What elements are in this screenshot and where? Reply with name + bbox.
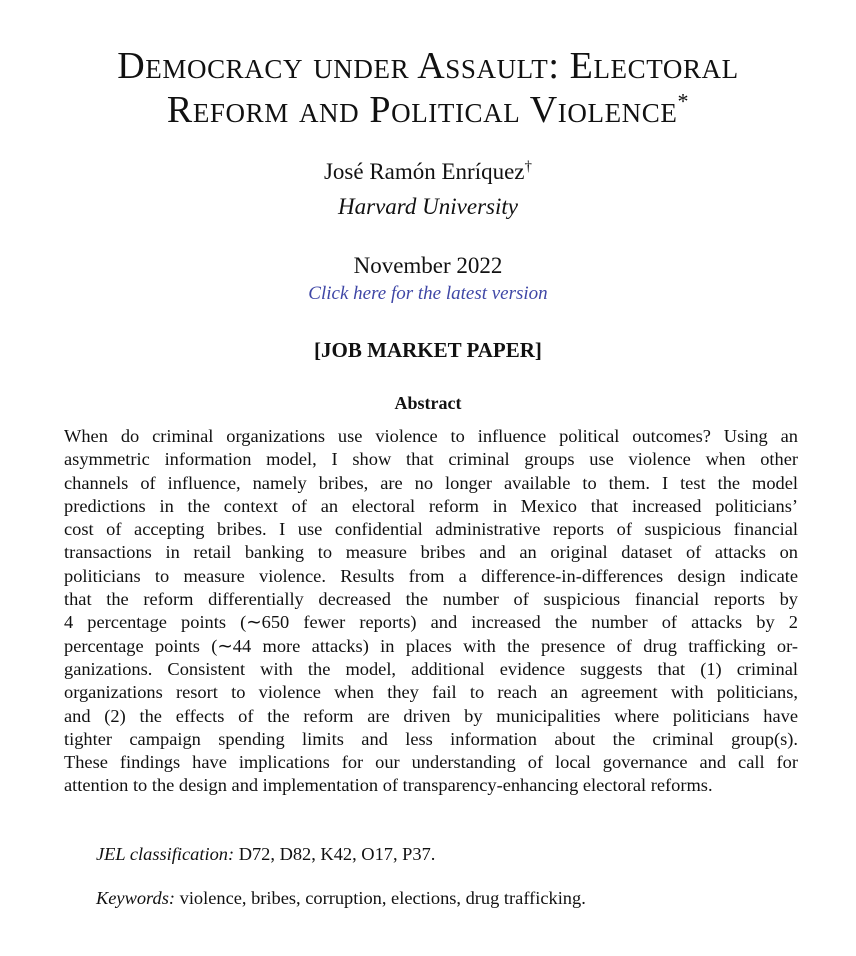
abstract-line: ganizations. Consistent with the model, additional evidence suggests that (1) criminal bbox=[64, 658, 798, 679]
abstract-line: attention to the design and implementation of transparency-enhancing electoral reforms. bbox=[64, 775, 713, 796]
paper-type-label: [JOB MARKET PAPER] bbox=[314, 338, 542, 362]
keywords bbox=[96, 886, 586, 910]
paper-title-line-2 bbox=[0, 88, 856, 132]
keywords-value: violence, bribes, corruption, elections, drug trafficking. bbox=[179, 888, 586, 908]
abstract-line: that the reform differentially decreased the number of suspicious financial reports by bbox=[64, 589, 798, 610]
paper-title bbox=[0, 44, 856, 132]
abstract-line: cost of accepting bribes. I use confidential administrative reports of suspicious financial bbox=[64, 519, 798, 540]
latest-version-link[interactable]: Click here for the latest version bbox=[308, 283, 548, 304]
paper-title-line-2-text: Reform and Political Violence bbox=[166, 89, 678, 131]
author-footnote-mark: † bbox=[524, 158, 533, 175]
paper-title-line-1: Democracy under Assault: Electoral bbox=[117, 45, 739, 87]
paper-date: November 2022 bbox=[353, 253, 503, 278]
keywords-label: Keywords: bbox=[96, 888, 176, 908]
author-affiliation: Harvard University bbox=[338, 194, 518, 219]
abstract-line: asymmetric information model, I show that criminal groups use violence when other bbox=[64, 449, 798, 470]
abstract-line: predictions in the context of an electoral reform in Mexico that increased politicians’ bbox=[64, 495, 798, 516]
abstract-heading: Abstract bbox=[394, 393, 462, 413]
author-name bbox=[0, 158, 856, 186]
title-footnote-mark: * bbox=[677, 88, 690, 114]
abstract-line: and (2) the effects of the reform are driven by municipalities where politicians have bbox=[64, 705, 798, 726]
abstract-line: channels of influence, namely bribes, are no longer available to them. I test the model bbox=[64, 472, 798, 493]
author-name-text: José Ramón Enríquez bbox=[323, 159, 525, 184]
abstract-line: transactions in retail banking to measure bribes and an original dataset of attacks on bbox=[64, 542, 798, 563]
abstract-line: 4 percentage points (∼650 fewer reports) and increased the number of attacks by 2 bbox=[64, 612, 798, 633]
abstract-line: When do criminal organizations use violence to influence political outcomes? Using an bbox=[64, 426, 798, 446]
jel-label: JEL classification: bbox=[96, 844, 235, 864]
abstract-line: politicians to measure violence. Results from a difference-in-differences design indicate bbox=[64, 565, 798, 586]
abstract-body bbox=[64, 425, 798, 798]
jel-value: D72, D82, K42, O17, P37. bbox=[238, 844, 436, 864]
jel-classification bbox=[96, 842, 435, 866]
abstract-line: percentage points (∼44 more attacks) in places with the presence of drug trafficking or- bbox=[64, 635, 798, 656]
abstract-line: These findings have implications for our understanding of local governance and call for bbox=[64, 752, 798, 773]
abstract-line: tighter campaign spending limits and less information about the criminal group(s). bbox=[64, 728, 798, 749]
abstract-line: organizations resort to violence when they fail to reach an agreement with politicians, bbox=[64, 682, 798, 703]
